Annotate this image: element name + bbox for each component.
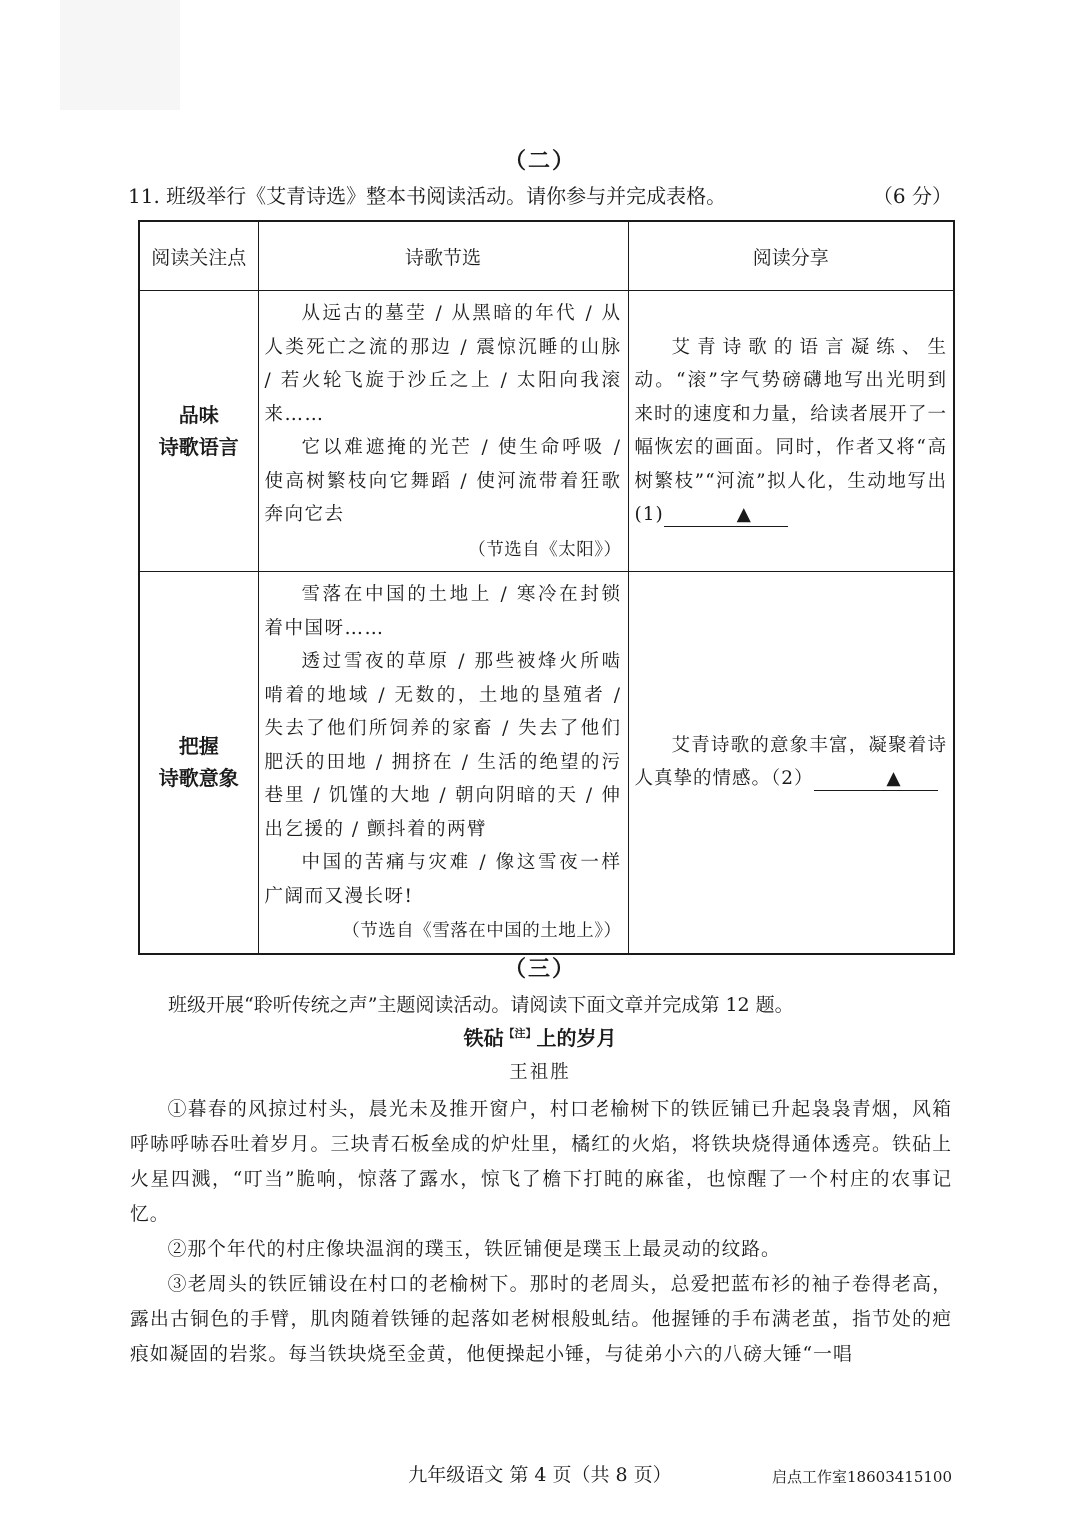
reading-table [138,220,955,955]
poem-source: （节选自《太阳》） [468,539,622,560]
question-11 [128,180,952,209]
share-cell [628,572,954,954]
scan-corner-mark [60,0,180,110]
header-poem: 诗歌节选 [258,221,628,291]
focus-label: 品味 [178,403,219,427]
page-footer: 九年级语文 第 4 页（共 8 页） [408,1464,672,1486]
poem-source: （节选自《雪落在中国的土地上》） [342,921,622,941]
poem-stanza: 透过雪夜的草原 / 那些被烽火所啮啃着的地域 / 无数的，土地的垦殖者 / 失去了他们所饲养的家畜 / 失去了他们肥沃的田地 / 拥挤在 / 生活的绝望的污巷里 / 饥馑的大地 / 朝向阴暗的天 / 伸出乞援的 / 颤抖着的两臂 [264,651,622,840]
section-title-2: （二） [503,149,576,174]
poem-stanza: 从远古的墓茔 / 从黑暗的年代 / 从人类死亡之流的那边 / 震惊沉睡的山脉 / 若火轮飞旋于沙丘之上 / 太阳向我滚来…… [264,303,622,425]
answer-blank[interactable]: ▲ [814,768,938,791]
table-header-row [139,221,954,291]
article-body [130,1092,952,1372]
poem-stanza: 它以难遮掩的光芒 / 使生命呼吸 / 使高树繁枝向它舞蹈 / 使河流带着狂歌奔向它去 [264,437,622,525]
focus-label: 诗歌语言 [158,435,239,459]
header-focus: 阅读关注点 [139,221,258,291]
question-text: 11. 班级举行《艾青诗选》整本书阅读活动。请你参与并完成表格。 [128,184,727,208]
answer-blank[interactable]: ▲ [664,504,788,527]
poem-stanza: 中国的苦痛与灾难 / 像这雪夜一样广阔而又漫长呀! [264,852,622,907]
table-row [139,291,954,572]
share-cell [628,291,954,572]
focus-cell [139,291,258,572]
article-title [0,1022,1080,1051]
article-paragraph: ①暮春的风掠过村头，晨光未及推开窗户，村口老榆树下的铁匠铺已升起袅袅青烟，风箱呼哧呼哧吞吐着岁月。三块青石板垒成的炉灶里，橘红的火焰，将铁块烧得通体透亮。铁砧上火星四溅，“叮当”脆响，惊落了露水，惊飞了檐下打盹的麻雀，也惊醒了一个村庄的农事记忆。 [130,1099,952,1225]
poem-stanza: 雪落在中国的土地上 / 寒冷在封锁着中国呀…… [264,584,622,639]
share-text [635,331,948,532]
article-paragraph: ③老周头的铁匠铺设在村口的老榆树下。那时的老周头，总爱把蓝布衫的袖子卷得老高，露出古铜色的手臂，肌肉随着铁锤的起落如老树根般虬结。他握锤的手布满老茧，指节处的疤痕如凝固的岩浆。每当铁块烧至金黄，他便操起小锤，与徒弟小六的八磅大锤“一唱 [130,1274,952,1365]
header-share: 阅读分享 [628,221,954,291]
footnote-marker: 【注】 [503,1027,537,1040]
article-paragraph: ②那个年代的村庄像块温润的璞玉，铁匠铺便是璞玉上最灵动的纹路。 [167,1239,781,1260]
table-row [139,572,954,954]
question-points: （6 分） [872,184,952,208]
reading-intro: 班级开展“聆听传统之声”主题阅读活动。请阅读下面文章并完成第 12 题。 [168,994,794,1016]
article-author: 王祖胜 [509,1062,571,1083]
studio-contact: 启点工作室18603415100 [772,1468,952,1486]
focus-label: 诗歌意象 [158,766,239,791]
share-text-body: 艾青诗歌的语言凝练、生动。“滚”字气势磅礴地写出光明到来时的速度和力量，给读者展开了一幅恢宏的画面。同时，作者又将“高树繁枝”“河流”拟人化，生动地写出(1) [634,336,947,525]
section-title-3: （三） [503,957,576,982]
focus-cell [139,572,258,954]
focus-label: 把握 [178,734,219,759]
share-text [635,729,948,796]
poem-cell [258,291,628,572]
poem-cell [258,572,628,954]
article-title-part-a: 铁砧 [463,1026,504,1050]
article-title-part-b: 上的岁月 [536,1026,617,1050]
share-text-body: 艾青诗歌的意象丰富，凝聚着诗人真挚的情感。（2） [634,734,947,790]
